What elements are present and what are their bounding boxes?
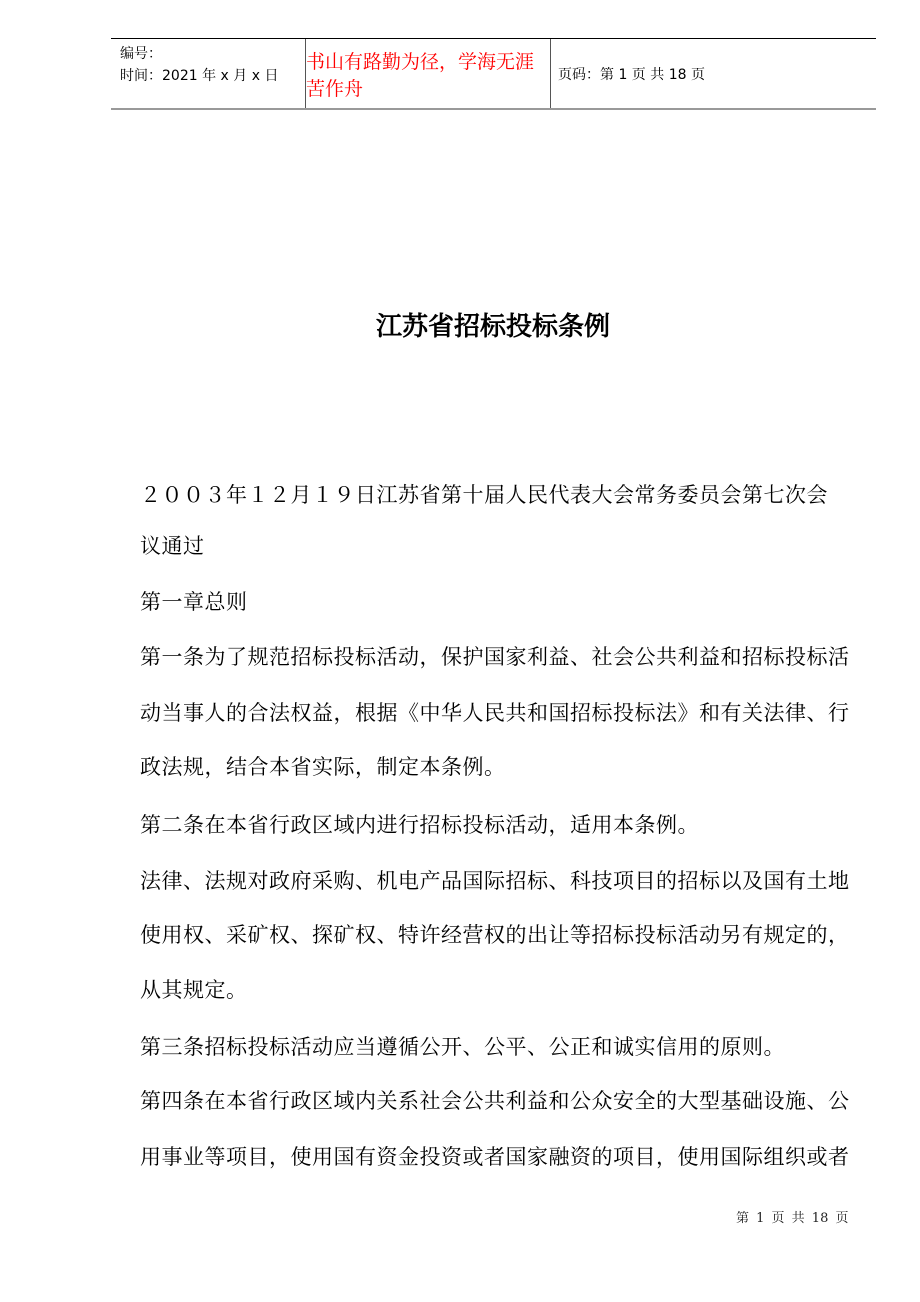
body-line: 议通过 [140,534,205,558]
page-footer: 第 1 页 共 18 页 [736,1211,849,1226]
document-title: 江苏省招标投标条例 [375,312,610,342]
body-line: 使用权、采矿权、探矿权、特许经营权的出让等招标投标活动另有规定的， [140,923,850,947]
header-page-info: 页码：第 1 页 共 18 页 [558,66,705,83]
number-label: 编号： [120,46,162,62]
body-line: 第三条招标投标活动应当遵循公开、公平、公正和诚实信用的原则。 [140,1035,785,1059]
time-label: 时间：2021 年 x 月 x 日 [120,68,279,84]
body-line: 动当事人的合法权益，根据《中华人民共和国招标投标法》和有关法律、行 [140,701,850,725]
header-meta [111,39,306,108]
body-line: 第一条为了规范招标投标活动，保护国家利益、社会公共利益和招标投标活 [140,645,850,669]
body-line: 第四条在本省行政区域内关系社会公共利益和公众安全的大型基础设施、公 [140,1089,850,1113]
body-line: ２００３年１２月１９日江苏省第十届人民代表大会常务委员会第七次会 [140,483,828,507]
body-line: 政法规，结合本省实际，制定本条例。 [140,755,506,779]
body-line: 第二条在本省行政区域内进行招标投标活动，适用本条例。 [140,813,699,837]
header-motto: 书山有路勤为径，学海无涯苦作舟 [306,39,551,108]
body-line: 法律、法规对政府采购、机电产品国际招标、科技项目的招标以及国有土地 [140,869,850,893]
body-line: 用事业等项目，使用国有资金投资或者国家融资的项目，使用国际组织或者 [140,1145,850,1169]
body-line: 第一章总则 [140,590,248,614]
page-header [111,38,876,110]
body-line: 从其规定。 [140,978,248,1002]
